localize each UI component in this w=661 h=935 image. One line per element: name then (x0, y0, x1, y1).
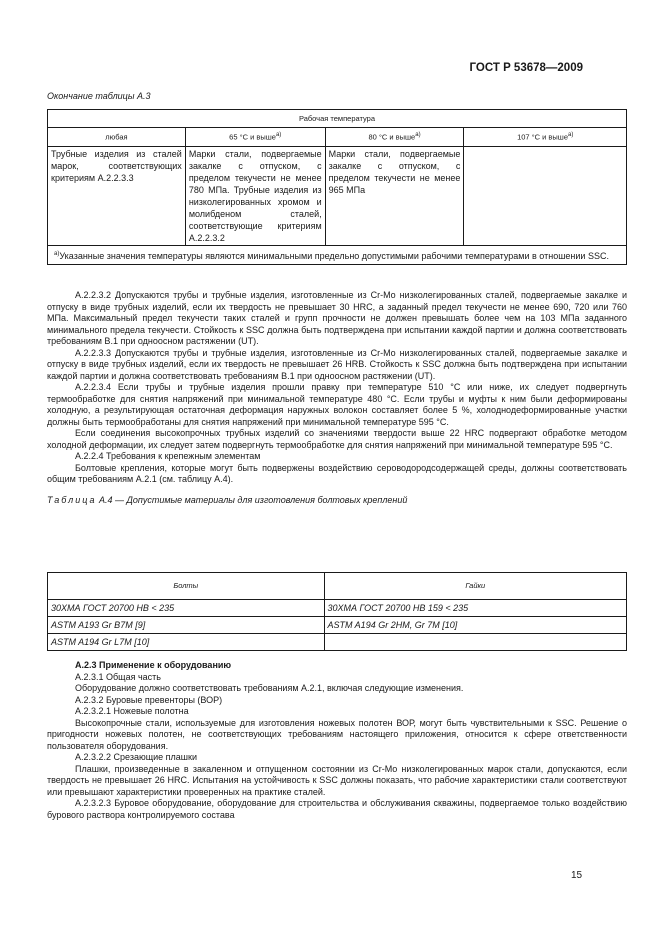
paragraph: А.2.2.4 Требования к крепежным элементам (75, 451, 261, 461)
table-cell: Марки стали, подвергаемые закалке с отпуском, с пределом текучести не менее 965 МПа (325, 146, 464, 245)
table-cell: ASTM A193 Gr B7M [9] (48, 617, 325, 634)
paragraph: А.2.3.1 Общая часть (75, 671, 161, 682)
paragraph: А.2.2.3.2 Допускаются трубы и трубные изделия, изготовленные из Cr-Mo низколегированных сталей, подвергаемые закалке и отпуску в виде трубных изделий, если их твердость не превышает 30 HRC, а заданный предел текучести не менее 690, 720 или 760 МПа. Максимальный предел текучести таких сталей и групп прочности не должен превышать более чем на 103 МПа заданного минимального предела текучести. Стойкость к SSC должна быть подтверждена при испытании каждой партии и должна соответствовать требованиям В.1 при одноосном растяжении (UT). (47, 290, 627, 346)
table-row (48, 617, 627, 634)
table-a3-caption: Окончание таблицы А.3 (47, 91, 151, 101)
paragraph: А.2.3.2 Буровые превенторы (ВОР) (75, 694, 223, 705)
column-header: Болты (48, 573, 325, 600)
table-footnote: $^{a)}$Указанные значения температуры являются минимальными предельно допустимыми рабочими температурами в отношении SSC. (48, 245, 627, 264)
paragraph: А.2.3.2.2 Срезающие плашки (75, 752, 197, 762)
paragraph: А.2.2.3.3 Допускаются трубы и трубные изделия, изготовленные из Cr-Mo низколегированных сталей, подвергаемые закалке и отпуску в виде трубных изделий, если их твердость не превышает 26 HRB. Стойкость к SSC должна быть подтверждена при испытании каждой партии и должна соответствовать требованиям В.1 при одноосном растяжении (UT). (47, 347, 627, 381)
paragraph: А.2.3.2.1 Ножевые полотна (75, 706, 189, 716)
column-header: 107 °С и выше$^{a)}$ (464, 128, 627, 147)
table-a4 (47, 572, 627, 651)
standard-number: ГОСТ Р 53678—2009 (469, 62, 583, 74)
table-row (48, 600, 627, 617)
table-row (48, 634, 627, 651)
table-row (48, 146, 627, 245)
paragraph: Оборудование должно соответствовать требованиям А.2.1, включая следующие изменения. (75, 683, 464, 693)
body-text-2 (47, 660, 627, 821)
column-header: Гайки (324, 573, 626, 600)
table-cell: ASTM A194 Gr L7M [10] (48, 634, 325, 651)
page-number: 15 (571, 870, 583, 881)
table-cell (464, 146, 627, 245)
paragraph: Высокопрочные стали, используемые для изготовления ножевых полотен ВОР, могут быть чувствительными к SSC. Решение о пригодности ножевых полотен, не соответствующих требованиям настоящего приложения, относится к сфере ответственности пользователя оборудования. (47, 717, 627, 751)
column-header: любая (48, 128, 186, 147)
group-header: Рабочая температура (48, 110, 627, 128)
table-cell: 30ХМА ГОСТ 20700 НВ < 235 (48, 600, 325, 617)
paragraph: А.2.3.2.3 Буровое оборудование, оборудование для строительства и обслуживания скважины, подвергаемое только воздействию бурового раствора контролируемого состава (47, 798, 627, 820)
table-cell: Марки стали, подвергаемые закалке с отпуском, с пределом текучести не менее 780 МПа. Трубные изделия из низколегированных хромом и молибденом сталей, соответствующие критериям А.2.2.3.2 (185, 146, 325, 245)
column-header: 65 °С и выше$^{a)}$ (185, 128, 325, 147)
section-heading: А.2.3 Применение к оборудованию (75, 660, 232, 670)
paragraph: А.2.2.3.4 Если трубы и трубные изделия прошли правку при температуре 510 °С или ниже, их следует подвергнуть термообработке для снятия напряжений при минимальной температуре 480 °С. Если трубы и муфты к ним были деформированы холодную, а результирующая остаточная деформация наружных волокон составляет более 5 %, холоднодеформированные участки должны быть термообработаны для снятия напряжений при минимальной температуре 595 °С. (47, 382, 627, 427)
paragraph: Болтовые крепления, которые могут быть подвержены воздействию сероводородсодержащей среды, должны соответствовать общим требованиям А.2.1 (см. таблицу А.4). (47, 462, 627, 484)
column-header: 80 °С и выше$^{a)}$ (325, 128, 464, 147)
table-a3 (47, 109, 627, 265)
table-cell (324, 634, 626, 651)
paragraph: Плашки, произведенные в закаленном и отпущенном состоянии из Cr-Mo низколегированных марок стали, допускаются, если твердость не превышает 26 HRC. Испытания на устойчивость к SSC должны показать, что рабочие характеристики стали соответствуют или превышают характеристики проверенных на практике сталей. (47, 763, 627, 797)
table-cell: Трубные изделия из сталей марок, соответствующих критериям А.2.2.3.3 (48, 146, 186, 245)
table-a4-caption: Таблица А.4 — Допустимые материалы для изготовления болтовых креплений (47, 494, 408, 505)
body-text-1 (47, 290, 627, 524)
paragraph: Если соединения высокопрочных трубных изделий со значениями твердости выше 22 HRC подвергают обработке методом холодной деформации, их следует затем подвергнуть термообработке для снятия напряжений при минимальной температуре 595 °С. (47, 428, 627, 450)
table-cell: ASTM A194 Gr 2НМ, Gr 7M [10] (324, 617, 626, 634)
table-cell: 30ХМА ГОСТ 20700 НВ 159 < 235 (324, 600, 626, 617)
